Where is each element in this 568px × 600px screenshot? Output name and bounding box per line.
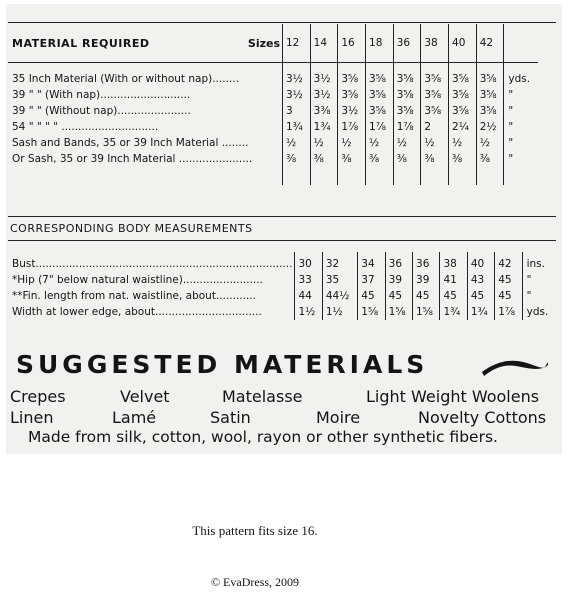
cell-value: 1½: [295, 304, 322, 320]
cell-value: ⅜: [393, 151, 421, 167]
body-measurements-title: CORRESPONDING BODY MEASUREMENTS: [10, 222, 253, 235]
cell-value: 1⅞: [338, 119, 366, 135]
material-item: Velvet: [120, 387, 170, 406]
row-unit: ": [508, 153, 514, 165]
cell-value: 1¾: [467, 304, 494, 320]
cell-value: 3⅝: [421, 71, 449, 87]
cell-value: ½: [310, 135, 338, 151]
cell-value: 3⅝: [338, 71, 366, 87]
cell-value: 33: [295, 272, 322, 288]
row-unit: ": [508, 89, 514, 101]
cell-value: ⅜: [310, 151, 338, 167]
swash-ornament: [480, 356, 550, 378]
material-item: Novelty Cottons: [418, 408, 547, 427]
table-row: [8, 151, 538, 167]
cell-value: ½: [449, 135, 477, 151]
cell-value: 41: [440, 272, 467, 288]
cell-value: 3⅝: [421, 103, 449, 119]
cell-value: 1½: [322, 304, 357, 320]
table-row: [8, 71, 538, 87]
row-unit: yds.: [508, 73, 531, 85]
cell-value: 3½: [310, 71, 338, 87]
cell-value: 2¼: [449, 119, 477, 135]
body-measurements-table: [8, 252, 556, 320]
cell-value: 3⅝: [476, 103, 504, 119]
cell-value: 3⅝: [366, 103, 394, 119]
size-fit-note: This pattern fits size 16.: [192, 523, 318, 538]
row-unit: ": [508, 105, 514, 117]
cell-value: 39: [385, 272, 412, 288]
material-item: Linen: [10, 408, 54, 427]
cell-value: 45: [440, 288, 467, 304]
size-header: 36: [393, 24, 421, 63]
cell-value: 3⅝: [449, 87, 477, 103]
row-unit: ": [526, 274, 532, 286]
cell-value: 3⅝: [366, 71, 394, 87]
cell-value: 44: [295, 288, 322, 304]
row-unit: ": [508, 121, 514, 133]
cell-value: ⅜: [476, 151, 504, 167]
cell-value: 1¾: [310, 119, 338, 135]
cell-value: 3⅝: [449, 103, 477, 119]
table-row: [8, 288, 556, 304]
cell-value: ½: [338, 135, 366, 151]
row-unit: ": [508, 137, 514, 149]
cell-value: 3⅝: [476, 71, 504, 87]
material-header-row: [8, 24, 538, 63]
section-divider: [8, 240, 556, 241]
cell-value: 3½: [310, 87, 338, 103]
fibers-note: Made from silk, cotton, wool, rayon or other synthetic fibers.: [28, 428, 498, 446]
cell-value: 38: [440, 256, 467, 272]
cell-value: 3⅝: [393, 71, 421, 87]
cell-value: 1⅝: [358, 304, 385, 320]
size-header: 12: [283, 24, 311, 63]
material-item: Crepes: [10, 387, 66, 406]
cell-value: ½: [393, 135, 421, 151]
cell-value: 3⅝: [366, 87, 394, 103]
row-label: 35 Inch Material (With or without nap)........: [8, 71, 283, 87]
cell-value: 45: [495, 272, 522, 288]
copyright-notice: © EvaDress, 2009: [210, 575, 300, 589]
material-item: Lamé: [112, 408, 157, 427]
cell-value: 1¾: [283, 119, 311, 135]
material-item: Satin: [210, 408, 251, 427]
size-header: 38: [421, 24, 449, 63]
cell-value: 2½: [476, 119, 504, 135]
row-label: Or Sash, 35 or 39 Inch Material ......................: [8, 151, 283, 167]
suggested-materials-title: SUGGESTED MATERIALS: [16, 350, 429, 379]
cell-value: 1¾: [440, 304, 467, 320]
cell-value: 1⅞: [495, 304, 522, 320]
cell-value: 3⅝: [393, 103, 421, 119]
row-unit: ": [526, 290, 532, 302]
row-label: 39 " " (With nap)...........................: [8, 87, 283, 103]
cell-value: 35: [322, 272, 357, 288]
cell-value: 45: [385, 288, 412, 304]
table-row: [8, 87, 538, 103]
cell-value: 1⅞: [366, 119, 394, 135]
size-header: 18: [366, 24, 394, 63]
cell-value: 30: [295, 256, 322, 272]
material-required-title: MATERIAL REQUIRED: [12, 36, 150, 50]
cell-value: ½: [283, 135, 311, 151]
cell-value: 3⅝: [421, 87, 449, 103]
row-label: Width at lower edge, about................................: [8, 304, 295, 320]
row-label: **Fin. length from nat. waistline, about............: [8, 288, 295, 304]
cell-value: 3⅝: [449, 71, 477, 87]
row-unit: ins.: [526, 258, 545, 270]
size-header: 14: [310, 24, 338, 63]
table-row: [8, 256, 556, 272]
row-label: Sash and Bands, 35 or 39 Inch Material ........: [8, 135, 283, 151]
cell-value: 1⅝: [413, 304, 440, 320]
cell-value: 3½: [283, 87, 311, 103]
cell-value: 3⅝: [393, 87, 421, 103]
cell-value: 3½: [283, 71, 311, 87]
size-header: 16: [338, 24, 366, 63]
cell-value: 43: [467, 272, 494, 288]
table-row: [8, 103, 538, 119]
cell-value: 45: [467, 288, 494, 304]
cell-value: ⅜: [338, 151, 366, 167]
cell-value: 36: [413, 256, 440, 272]
material-required-table: [8, 24, 538, 185]
cell-value: 34: [358, 256, 385, 272]
cell-value: ⅜: [366, 151, 394, 167]
table-row: [8, 119, 538, 135]
row-label: 39 " " (Without nap)......................: [8, 103, 283, 119]
cell-value: ½: [421, 135, 449, 151]
cell-value: 3⅝: [338, 87, 366, 103]
materials-row-1: [0, 387, 568, 407]
cell-value: 36: [385, 256, 412, 272]
row-label: Bust.............................................................................: [8, 256, 295, 272]
cell-value: 2: [421, 119, 449, 135]
materials-row-2: [0, 408, 568, 428]
table-row: [8, 135, 538, 151]
cell-value: ⅜: [283, 151, 311, 167]
cell-value: 44½: [322, 288, 357, 304]
material-item: Moire: [316, 408, 361, 427]
row-unit: yds.: [526, 306, 549, 318]
material-item: Light Weight Woolens: [366, 387, 540, 406]
cell-value: ⅜: [421, 151, 449, 167]
cell-value: 42: [495, 256, 522, 272]
cell-value: 39: [413, 272, 440, 288]
row-label: *Hip (7" below natural waistline)........................: [8, 272, 295, 288]
section-divider: [8, 216, 556, 217]
cell-value: 1⅝: [385, 304, 412, 320]
cell-value: 3: [283, 103, 311, 119]
cell-value: ½: [476, 135, 504, 151]
sizes-label: Sizes: [247, 36, 280, 50]
cell-value: ⅜: [449, 151, 477, 167]
size-header: 40: [449, 24, 477, 63]
cell-value: 32: [322, 256, 357, 272]
cell-value: 45: [495, 288, 522, 304]
cell-value: 37: [358, 272, 385, 288]
cell-value: 1⅞: [393, 119, 421, 135]
material-header-cell: [8, 24, 283, 63]
cell-value: 3⅜: [310, 103, 338, 119]
cell-value: 40: [467, 256, 494, 272]
table-row: [8, 304, 556, 320]
cell-value: 45: [413, 288, 440, 304]
table-top-rule: [8, 22, 556, 23]
cell-value: ½: [366, 135, 394, 151]
cell-value: 45: [358, 288, 385, 304]
cell-value: 3⅝: [476, 87, 504, 103]
cell-value: 3½: [338, 103, 366, 119]
row-label: 54 " " " " .............................: [8, 119, 283, 135]
material-item: Matelasse: [222, 387, 303, 406]
table-row: [8, 272, 556, 288]
size-header: 42: [476, 24, 504, 63]
